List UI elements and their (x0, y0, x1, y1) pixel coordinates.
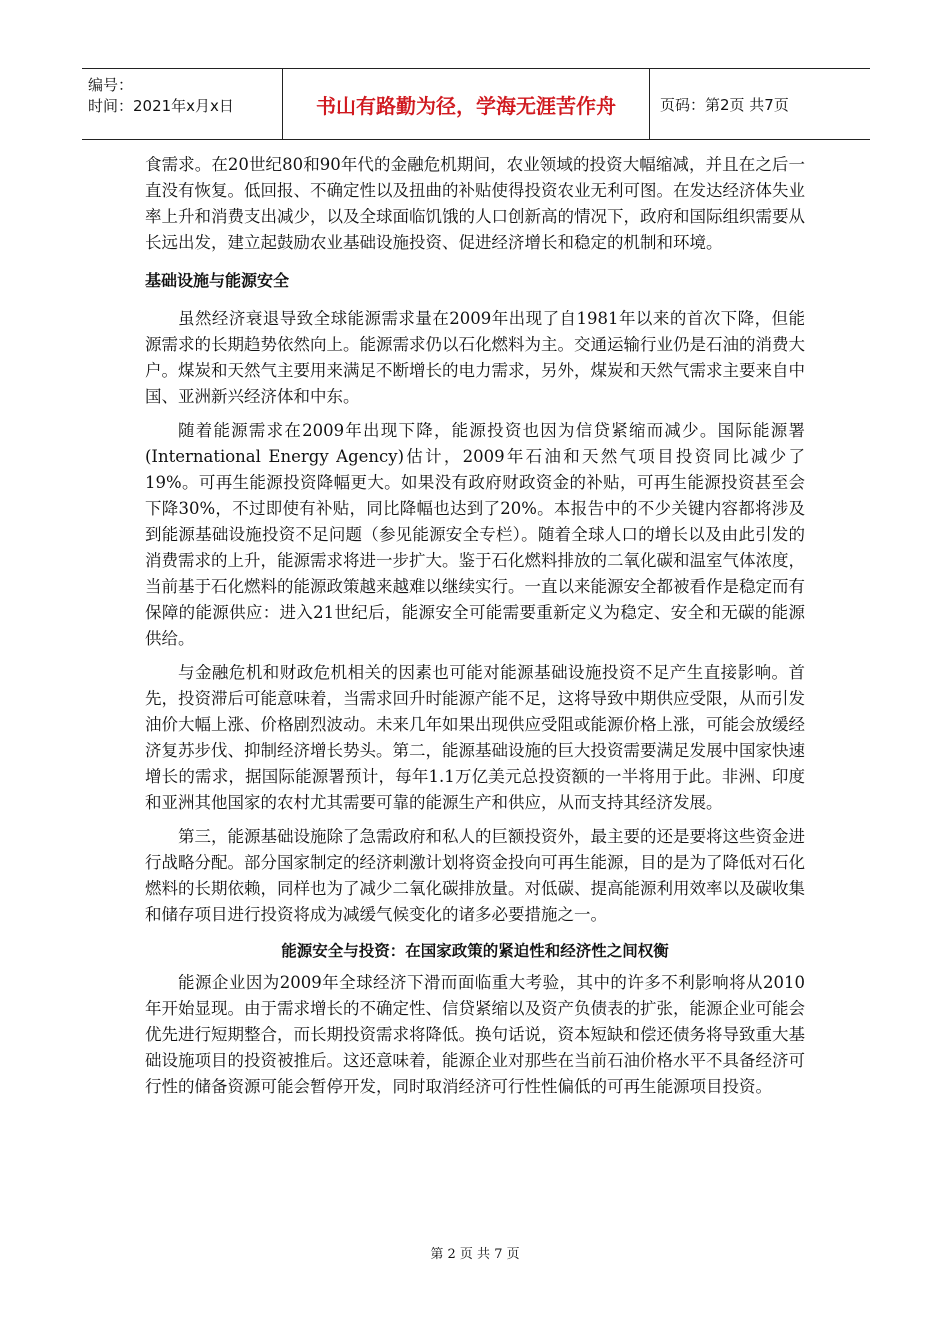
page-header (82, 68, 870, 140)
document-body (145, 152, 805, 1100)
paragraph: 与金融危机和财政危机相关的因素也可能对能源基础设施投资不足产生直接影响。首先，投资滞后可能意味着，当需求回升时能源产能不足，这将导致中期供应受限，从而引发油价大幅上涨、价格剧烈波动。未来几年如果出现供应受阻或能源价格上涨，可能会放缓经济复苏步伐、抑制经济增长势头。第二，能源基础设施的巨大投资需要满足发展中国家快速增长的需求，据国际能源署预计，每年1.1万亿美元总投资额的一半将用于此。非洲、印度和亚洲其他国家的农村尤其需要可靠的能源生产和供应，从而支持其经济发展。 (145, 663, 805, 812)
document-number-label: 编号： (88, 76, 134, 94)
paragraph: 虽然经济衰退导致全球能源需求量在2009年出现了自1981年以来的首次下降，但能源需求的长期趋势依然向上。能源需求仍以石化燃料为主。交通运输行业仍是石油的消费大户。煤炭和天然气主要用来满足不断增长的电力需求，另外，煤炭和天然气需求主要来自中国、亚洲新兴经济体和中东。 (145, 309, 805, 406)
document-time-label: 时间：2021年x月x日 (88, 97, 234, 115)
header-motto: 书山有路勤为径，学海无涯苦作舟 (282, 69, 650, 139)
header-info (82, 69, 282, 139)
header-page-label: 页码：第2页 共7页 (660, 95, 789, 114)
paragraph: 第三，能源基础设施除了急需政府和私人的巨额投资外，最主要的还是要将这些资金进行战略分配。部分国家制定的经济刺激计划将资金投向可再生能源，目的是为了降低对石化燃料的长期依赖，同样也为了减少二氧化碳排放量。对低碳、提高能源利用效率以及碳收集和储存项目进行投资将成为减缓气候变化的诸多必要措施之一。 (145, 827, 805, 924)
paragraph-continued: 食需求。在20世纪80和90年代的金融危机期间，农业领域的投资大幅缩减，并且在之后一直没有恢复。低回报、不确定性以及扭曲的补贴使得投资农业无利可图。在发达经济体失业率上升和消费支出减少，以及全球面临饥饿的人口创新高的情况下，政府和国际组织需要从长远出发，建立起鼓励农业基础设施投资、促进经济增长和稳定的机制和环境。 (145, 155, 805, 252)
page-footer: 第 2 页 共 7 页 (430, 1247, 520, 1262)
paragraph: 能源企业因为2009年全球经济下滑而面临重大考验，其中的许多不利影响将从2010年开始显现。由于需求增长的不确定性、信贷紧缩以及资产负债表的扩张，能源企业可能会优先进行短期整合，而长期投资需求将降低。换句话说，资本短缺和偿还债务将导致重大基础设施项目的投资被推后。这还意味着，能源企业对那些在当前石油价格水平不具备经济可行性的储备资源可能会暂停开发，同时取消经济可行性性偏低的可再生能源项目投资。 (145, 973, 805, 1096)
box-heading-energy-security: 能源安全与投资：在国家政策的紧迫性和经济性之间权衡 (281, 942, 669, 960)
section-heading-infrastructure-energy: 基础设施与能源安全 (145, 271, 290, 290)
paragraph: 随着能源需求在2009年出现下降，能源投资也因为信贷紧缩而减少。国际能源署(International Energy Agency)估计，2009年石油和天然气项目投资同比减少了19%。可再生能源投资降幅更大。如果没有政府财政资金的补贴，可再生能源投资甚至会下降30%，不过即使有补贴，同比降幅也达到了20%。本报告中的不少关键内容都将涉及到能源基础设施投资不足问题（参见能源安全专栏）。随着全球人口的增长以及由此引发的消费需求的上升，能源需求将进一步扩大。鉴于石化燃料排放的二氧化碳和温室气体浓度，当前基于石化燃料的能源政策越来越难以继续实行。一直以来能源安全都被看作是稳定而有保障的能源供应：进入21世纪后，能源安全可能需要重新定义为稳定、安全和无碳的能源供给。 (145, 421, 805, 648)
